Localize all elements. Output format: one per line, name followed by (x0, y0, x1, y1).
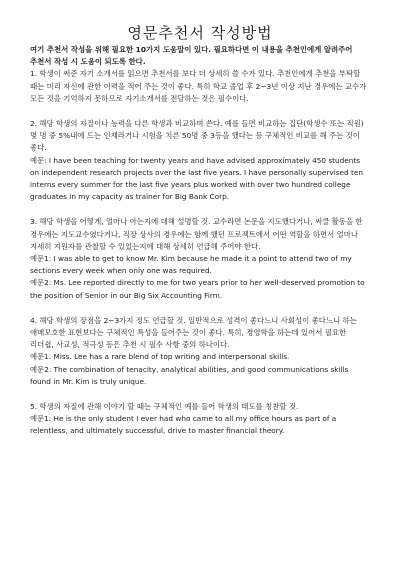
section-4-example-1: 예문1: Miss. Lee has a rare blend of top writing and interpersonal skills. (30, 352, 290, 362)
section-2-text: 2. 해당 학생의 자질이나 능력을 다른 학생과 비교하며 쓴다. 예를 들면 비교하는 집단(학생수 또는 직원) 몇 명 중 5%내에 드는 인재라거나 시험을 치른 50명 중 3등을 했다는 등 구체적인 비교를 해 주는 것이 좋다. (30, 119, 364, 153)
section-2 (30, 118, 370, 203)
section-3-example-2: 예문2: Ms. Lee reported directly to me for two years prior to her well-deserved promotion to the position of Senior in our Big Six Accounting Firm. (30, 278, 365, 300)
section-4-text: 4. 해당 학생의 장점을 2~3가지 정도 언급할 것. 일반적으로 성격이 좋다느니 사회성이 좋다느니 하는 애매모호한 표현보다는 구체적인 특성을 들어주는 것이 좋다. 특히, 경영학을 하는데 있어서 필요한 리더쉽, 사교성, 적극성 등은 추천 시 필수 사항 중의 하나이다. (30, 315, 357, 350)
section-4 (30, 315, 370, 388)
section-3-example-1: 예문1: I was able to get to know Mr. Kim because he made it a point to attend two of my sections every week when only one was required. (30, 254, 352, 276)
section-5 (30, 401, 370, 438)
section-3-text: 3. 해당 학생을 어떻게, 얼마나 아는지에 대해 설명할 것. 교수라면 논문을 지도했다거나, 써클 활동을 한 경우에는 지도교수였다거나, 직장 상사의 경우에는 함께 했던 프로젝트에서 어떤 역할을 하면서 얼마나 지세히 지원자를 관찰할 수 있었는지에 대해 상세히 언급해 주어야 한다. (30, 217, 363, 251)
section-4-example-2: 예문2: The combination of tenacity, analytical abilities, and good communications skills found in Mr. Kim is truly unique. (30, 364, 349, 386)
page-title: 영문추천서 작성방법 (127, 24, 273, 42)
section-5-text: 5. 학생의 자질에 관해 이야기 할 때는 구체적인 예를 들어 학생의 태도를 칭찬할 것. (30, 402, 299, 412)
section-5-example-1: 예문1: He is the only student I ever had who came to all my office hours as part of a relentless, and ultimately successful, drive to master financial theory. (30, 414, 337, 436)
section-3 (30, 216, 370, 301)
section-1 (30, 68, 370, 105)
section-1-text: 1. 학생이 써준 자기 소개서를 읽으면 추천서를 보다 더 상세히 쓸 수가 있다. 추천인에게 추천을 부탁할 때는 미리 자신에 관한 이력을 적어 주는 것이 좋다. 특히 학교 졸업 후 2~3년 이상 지난 경우에는 교수가 모든 것을 기억하지 못하므로 자기소개서를 전달하는 것은 필수이다. (30, 69, 367, 103)
section-2-example-1: 예문: I have been teaching for twenty years and have advised approximately 450 students on independent research projects over the last five years. I have personally supervised ten interns every summer for the last five years plus worked with over two hundred college graduates in my capacity as trainer for Big Bank Corp. (30, 155, 363, 202)
intro-paragraph: 여기 추천서 작성을 위해 필요한 10가지 도움말이 있다. 필요하다면 이 내용을 추천인에게 알려주어 추천서 작성 시 도움이 되도록 한다. (30, 45, 353, 67)
